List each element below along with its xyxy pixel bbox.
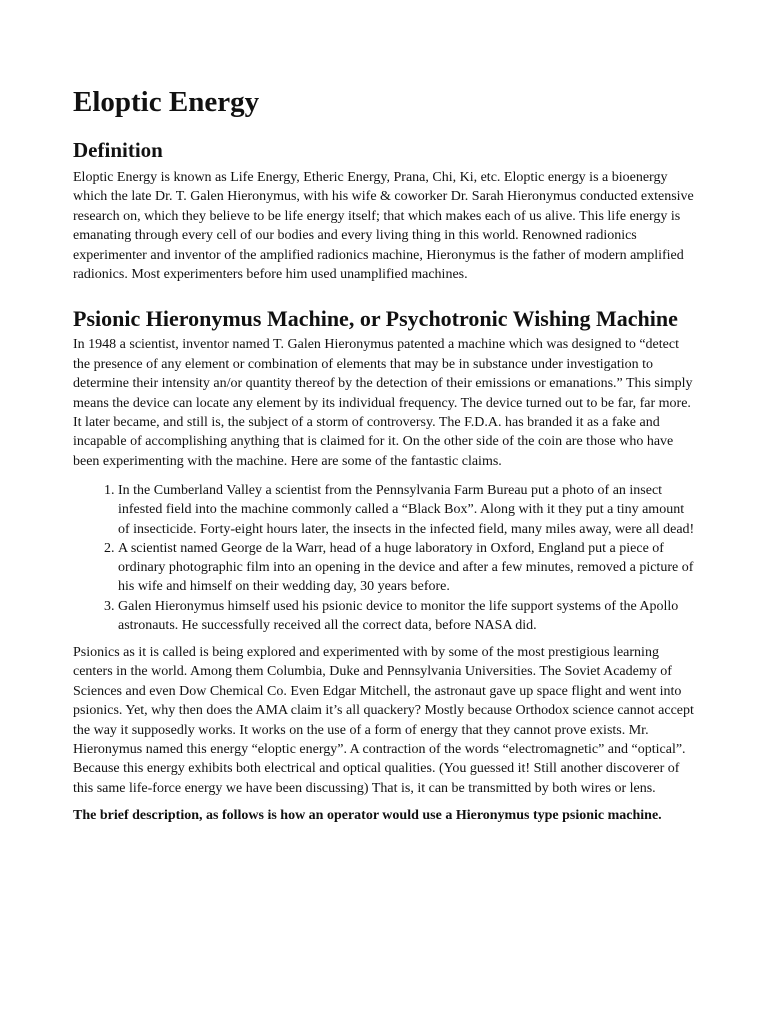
definition-heading: Definition (73, 138, 163, 162)
claim-item-1: 1. In the Cumberland Valley a scientist from the Pennsylvania Farm Bureau put a photo of an insect infested field into the machine commonly called a “Black Box”. Along with it they put a tiny amount of insecticide. Forty-eight hours later, the insects in the infected field, many miles away, were all dead! (118, 481, 695, 539)
psionics-paragraph: Psionics as it is called is being explored and experimented with by some of the most prestigious learning centers in the world. Among them Columbia, Duke and Pennsylvania Universities. The Soviet Academy of Sciences and even Dow Chemical Co. Even Edgar Mitchell, the astronaut gave up space flight and went into psionics. Yet, why then does the AMA claim it’s all quackery? Mostly because Orthodox science cannot accept the way it supposedly works. It works on the use of a form of energy that they cannot prove exists. Mr. Hieronymus named this energy “eloptic energy”. A contraction of the words “electromagnetic” and “optical”. Because this energy exhibits both electrical and optical qualities. (You guessed it! Still another discoverer of this same life-force energy we have been discussing) That is, it can be transmitted by both wires or lens. (73, 644, 694, 796)
claim-item-2: 2. A scientist named George de la Warr, head of a huge laboratory in Oxford, England put a piece of ordinary photographic film into an opening in the device and after a few minutes, removed a picture of his wife and himself on their wedding day, 30 years before. (118, 539, 695, 597)
definition-paragraph: Eloptic Energy is known as Life Energy, Etheric Energy, Prana, Chi, Ki, etc. Eloptic energy is a bioenergy which the late Dr. T. Galen Hieronymus, with his wife & coworker Dr. Sarah Hieronymus conducted extensive research on, which they believe to be life energy itself; that which makes each of us alive. This life energy is emanating through every cell of our bodies and every living thing in this world. Renowned radionics experimenter and inventor of the amplified radionics machine, Hieronymus is the father of modern amplified radionics. Most experimenters before him used unamplified machines. (73, 170, 694, 283)
machine-intro-paragraph: In 1948 a scientist, inventor named T. Galen Hieronymus patented a machine which was designed to “detect the presence of any element or combination of elements that may be in substance under investigation to determine their intensity an/or quantity thereof by the detection of their emissions or emanations.” This simply means the device can locate any element by its individual frequency. The device turned out to be far, far more. It later became, and still is, the subject of a storm of controversy. The F.D.A. has branded it as a fake and incapable of accomplishing anything that is claimed for it. On the other side of the coin are those who have been experimenting with the machine. Here are some of the fantastic claims. (73, 337, 693, 469)
page-title: Eloptic Energy (73, 86, 260, 118)
claims-list (73, 481, 695, 635)
claim-item-3: 3. Galen Hieronymus himself used his psionic device to monitor the life support systems of the Apollo astronauts. He successfully received all the correct data, before NASA did. (118, 597, 695, 635)
machine-heading: Psionic Hieronymus Machine, or Psychotronic Wishing Machine (73, 306, 678, 332)
brief-description-paragraph: The brief description, as follows is how an operator would use a Hieronymus type psionic machine. (73, 808, 662, 824)
document-page (73, 84, 695, 826)
